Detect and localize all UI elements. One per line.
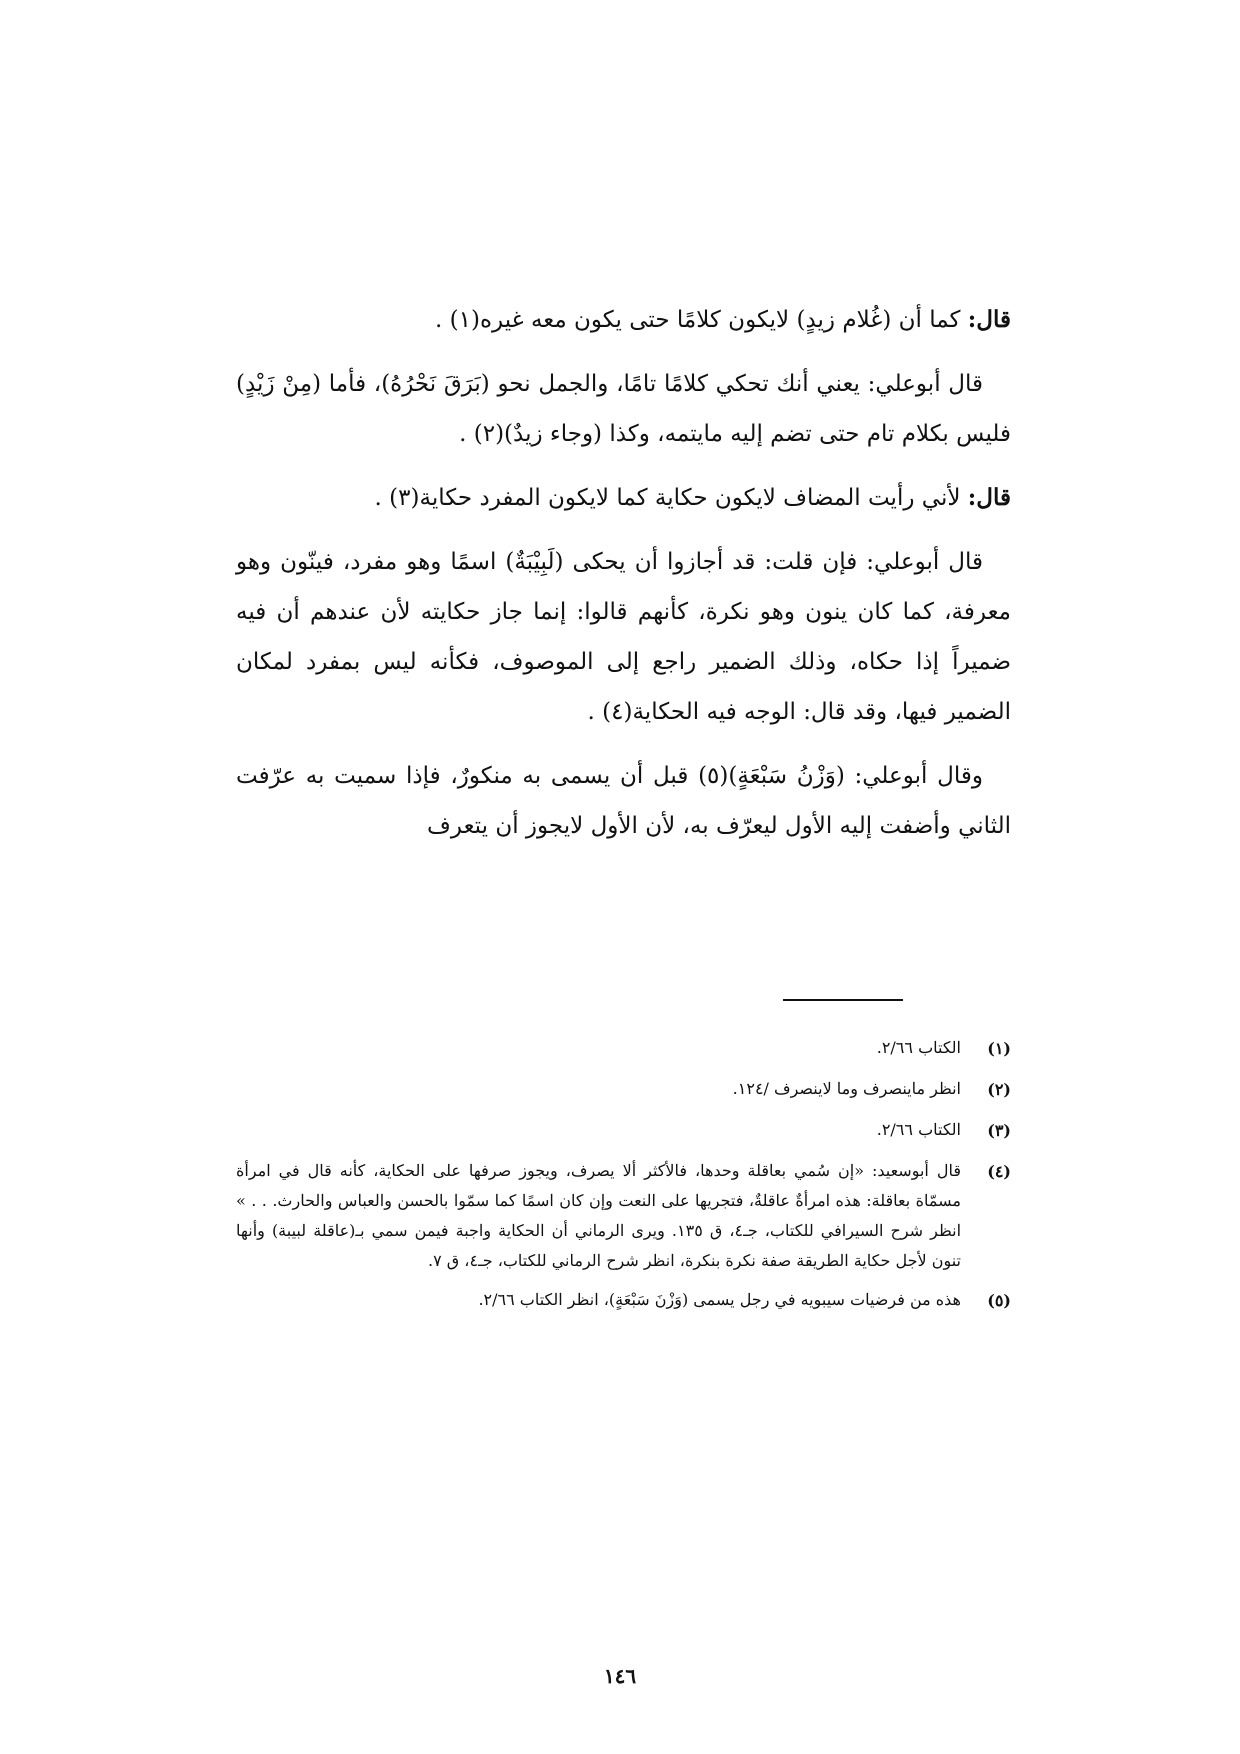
speaker-label: قال: — [967, 306, 1011, 333]
main-text — [236, 295, 1011, 865]
footnote — [236, 1115, 1011, 1147]
paragraph — [236, 295, 1011, 345]
paragraph — [236, 537, 1011, 737]
speaker-label: قال: — [967, 484, 1011, 511]
footnote-text: هذه من فرضيات سيبويه في رجل يسمى (وَزْنَ سَبْعَةٍ)، انظر الكتاب ٢/٦٦. — [478, 1290, 961, 1309]
footnote — [236, 1156, 1011, 1276]
footnote-text: الكتاب ٢/٦٦. — [876, 1038, 961, 1057]
footnote-text: انظر ماينصرف وما لاينصرف /١٢٤. — [732, 1079, 961, 1098]
footnote-number: (٥) — [987, 1291, 1011, 1310]
footnote-number: (١) — [987, 1039, 1011, 1058]
footnote-divider — [783, 999, 903, 1001]
paragraph — [236, 751, 1011, 851]
paragraph-text: قال أبوعلي: فإن قلت: قد أجازوا أن يحكى (لَبِيْبَةٌ) اسمًا وهو مفرد، فينّون وهو معرفة، كما كان ينون وهو نكرة، كأنهم قالوا: إنما جاز حكايته لأن عندهم أن فيه ضميراً إذا حكاه، وذلك الضمير راجع إلى الموصوف، فكأنه ليس بمفرد لمكان الضمير فيها، وقد قال: الوجه فيه الحكاية(٤) . — [236, 549, 1011, 725]
footnote — [236, 1285, 1011, 1317]
paragraph — [236, 359, 1011, 459]
paragraph-text: كما أن (غُلام زيدٍ) لايكون كلامًا حتى يكون معه غيره(١) . — [435, 307, 961, 333]
footnote-number: (٤) — [987, 1162, 1011, 1181]
footnote-number: (٢) — [987, 1080, 1011, 1099]
footnotes — [236, 1033, 1011, 1326]
footnote-number: (٣) — [987, 1121, 1011, 1140]
page-number: ١٤٦ — [603, 1664, 637, 1688]
footnote — [236, 1033, 1011, 1065]
paragraph-text: قال أبوعلي: يعني أنك تحكي كلامًا تامًا، والجمل نحو (بَرَقَ نَحْرُهُ)، فأما (مِنْ زَيْدٍ) فليس بكلام تام حتى تضم إليه مايتمه، وكذا (وجاء زيدٌ)(٢) . — [236, 371, 1011, 447]
footnote-text: قال أبوسعيد: «إن سُمي بعاقلة وحدها، فالأكثر ألا يصرف، ويجوز صرفها على الحكاية، كأنه قال في امرأة مسمّاة بعاقلة: هذه امرأةٌ عاقلةٌ، فتجريها على النعت وإن كان اسمًا كما سمّوا بالحسن والعباس والحارث. . . » انظر شرح السيرافي للكتاب، جـ٤، ق ١٣٥. ويرى الرماني أن الحكاية واجبة فيمن سمي بـ(عاقلة لبيبة) وأنها تنون لأجل حكاية الطريقة صفة نكرة بنكرة، انظر شرح الرماني للكتاب، جـ٤، ق ٧. — [236, 1161, 962, 1270]
paragraph — [236, 473, 1011, 523]
footnote — [236, 1074, 1011, 1106]
footnote-text: الكتاب ٢/٦٦. — [876, 1120, 961, 1139]
paragraph-text: وقال أبوعلي: (وَزْنُ سَبْعَةٍ)(٥) قبل أن يسمى به منكورٌ، فإذا سميت به عرّفت الثاني وأضفت إليه الأول ليعرّف به، لأن الأول لايجوز أن يتعرف — [236, 763, 1011, 839]
paragraph-text: لأني رأيت المضاف لايكون حكاية كما لايكون المفرد حكاية(٣) . — [374, 485, 961, 511]
